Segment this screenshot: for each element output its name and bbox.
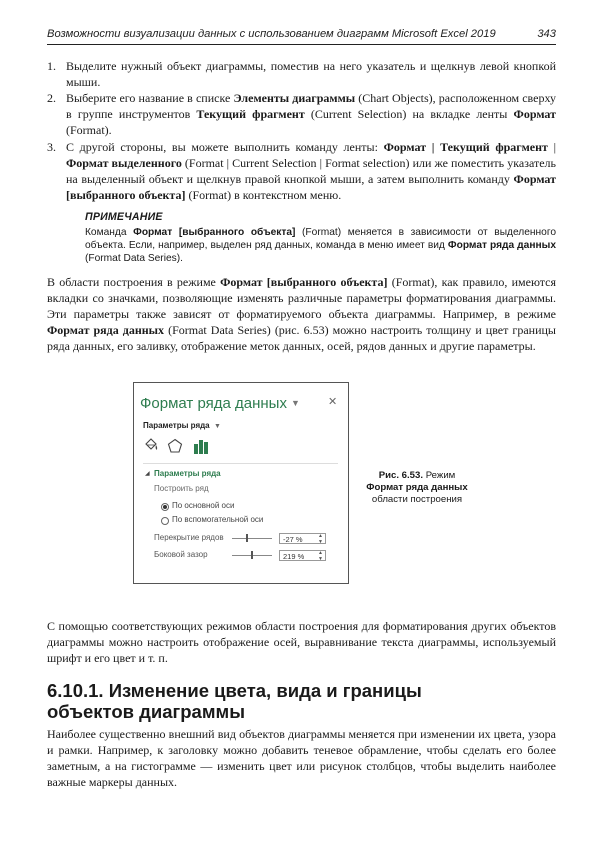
page-number: 343 (537, 28, 556, 40)
paragraph: С помощью соответствующих режимов области построения для форматирования других объектов диаграммы можно настроить отображение осей, выравнивание текста диаграммы, используемый шрифт и его цвет и т. п. (47, 619, 556, 665)
bold-term: Формат выделенного (66, 156, 182, 170)
caption-text: области построения (371, 494, 463, 505)
note-block (85, 211, 556, 265)
list-text: Выберите его название в списке Элементы диаграммы (Chart Objects), расположенном сверху в группе инструментов Текущий фрагмент (Current Selection) на вкладке ленты Формат (Format). (66, 91, 556, 137)
note-title: ПРИМЕЧАНИЕ (85, 211, 163, 223)
list-number: 2. (47, 91, 56, 105)
primary-axis-label: По основной оси (172, 501, 235, 510)
caption-bold: Формат ряда данных (366, 482, 468, 493)
primary-axis-radio[interactable] (161, 503, 169, 511)
section-heading: 6.10.1. Изменение цвета, вида и границы объектов диаграммы (47, 680, 422, 722)
bold-term: Формат [выбранного объекта] (66, 172, 556, 202)
list-number: 1. (47, 59, 56, 73)
effects-pentagon-icon[interactable] (167, 438, 183, 454)
bold-term: Формат (513, 107, 556, 121)
bold-term: Текущий фрагмент (196, 107, 305, 121)
gap-width-label: Боковой зазор (154, 550, 208, 559)
list-text: С другой стороны, вы можете выполнить команду ленты: Формат | Текущий фрагмент | Формат выделенного (Format | Current Selection | Format selection) или же поместить указатель на выделенный объект и щелкнув правой кнопкой мыши, а затем выполнить команду Формат [выбранного объекта] (Format) в контекстном меню. (66, 140, 556, 202)
overlap-spinner[interactable]: -27 % ▲ ▼ (279, 533, 326, 544)
secondary-axis-radio[interactable] (161, 517, 169, 525)
note-body: Команда Формат [выбранного объекта] (Format) меняется в зависимости от выделенного объекта. Если, например, выделен ряд данных, команда в меню имеет вид Формат ряда данных (Format Data Series). (85, 227, 556, 264)
panel-options-icon[interactable]: ▼ (291, 398, 300, 408)
panel-divider (143, 463, 338, 464)
list-number: 3. (47, 140, 56, 154)
bold-term: Формат [выбранного объекта] (220, 275, 388, 289)
close-icon[interactable]: ✕ (328, 396, 338, 408)
figure-caption: Рис. 6.53. Режим Формат ряда данных области построения (366, 470, 468, 505)
chevron-down-icon[interactable]: ▼ (214, 423, 221, 430)
secondary-axis-label: По вспомогательной оси (172, 515, 264, 524)
list-text: Выделите нужный объект диаграммы, поместив на него указатель и щелкнув левой кнопкой мыши. (66, 59, 556, 89)
paragraph: В области построения в режиме Формат [выбранного объекта] (Format), как правило, имеются вкладки со значками, позволяющие изменять различные параметры форматирования диаграммы. Эти параметры также зависят от форматируемого объекта диаграммы. Например, в режиме Формат ряда данных (Format Data Series) (рис. 6.53) можно настроить толщину и цвет границы ряда данных, его заливку, отображение меток данных, осей, рядов данных и другие параметры. (47, 275, 557, 353)
overlap-slider-thumb[interactable] (246, 534, 248, 542)
caption-label: Рис. 6.53. (378, 470, 424, 481)
section-header[interactable]: Параметры ряда (154, 469, 221, 478)
header-title: Возможности визуализации данных с использованием диаграмм Microsoft Excel 2019 (47, 28, 496, 40)
bold-term: Элементы диаграммы (233, 91, 356, 105)
paragraph: Наиболее существенно внешний вид объектов диаграммы меняется при изменении их цвета, узора и рамки. Например, к заголовку можно добавить теневое обрамление, чтобы сделать его более заметным, а на гистограмме — изменить цвет или рисунок столбцов, чтобы выделить наиболее важные маркеры данных. (47, 727, 556, 789)
fill-line-icon[interactable] (143, 438, 159, 454)
gap-width-spinner[interactable]: 219 % ▲ ▼ (279, 550, 326, 561)
overlap-label: Перекрытие рядов (154, 533, 224, 542)
collapse-triangle-icon[interactable]: ◢ (145, 471, 150, 477)
bold-term: Формат ряда данных (47, 323, 165, 337)
running-header (47, 28, 556, 44)
panel-title: Формат ряда данных (140, 395, 287, 412)
plot-series-label: Построить ряд (154, 484, 209, 493)
series-options-bar-chart-icon[interactable] (193, 438, 209, 454)
overlap-slider-track[interactable] (232, 538, 272, 539)
gap-slider-thumb[interactable] (251, 551, 253, 559)
bold-term: Формат | Текущий фрагмент (383, 140, 548, 154)
format-data-series-panel (133, 382, 349, 584)
header-divider (47, 44, 556, 45)
series-options-tab[interactable]: Параметры ряда (143, 421, 210, 430)
